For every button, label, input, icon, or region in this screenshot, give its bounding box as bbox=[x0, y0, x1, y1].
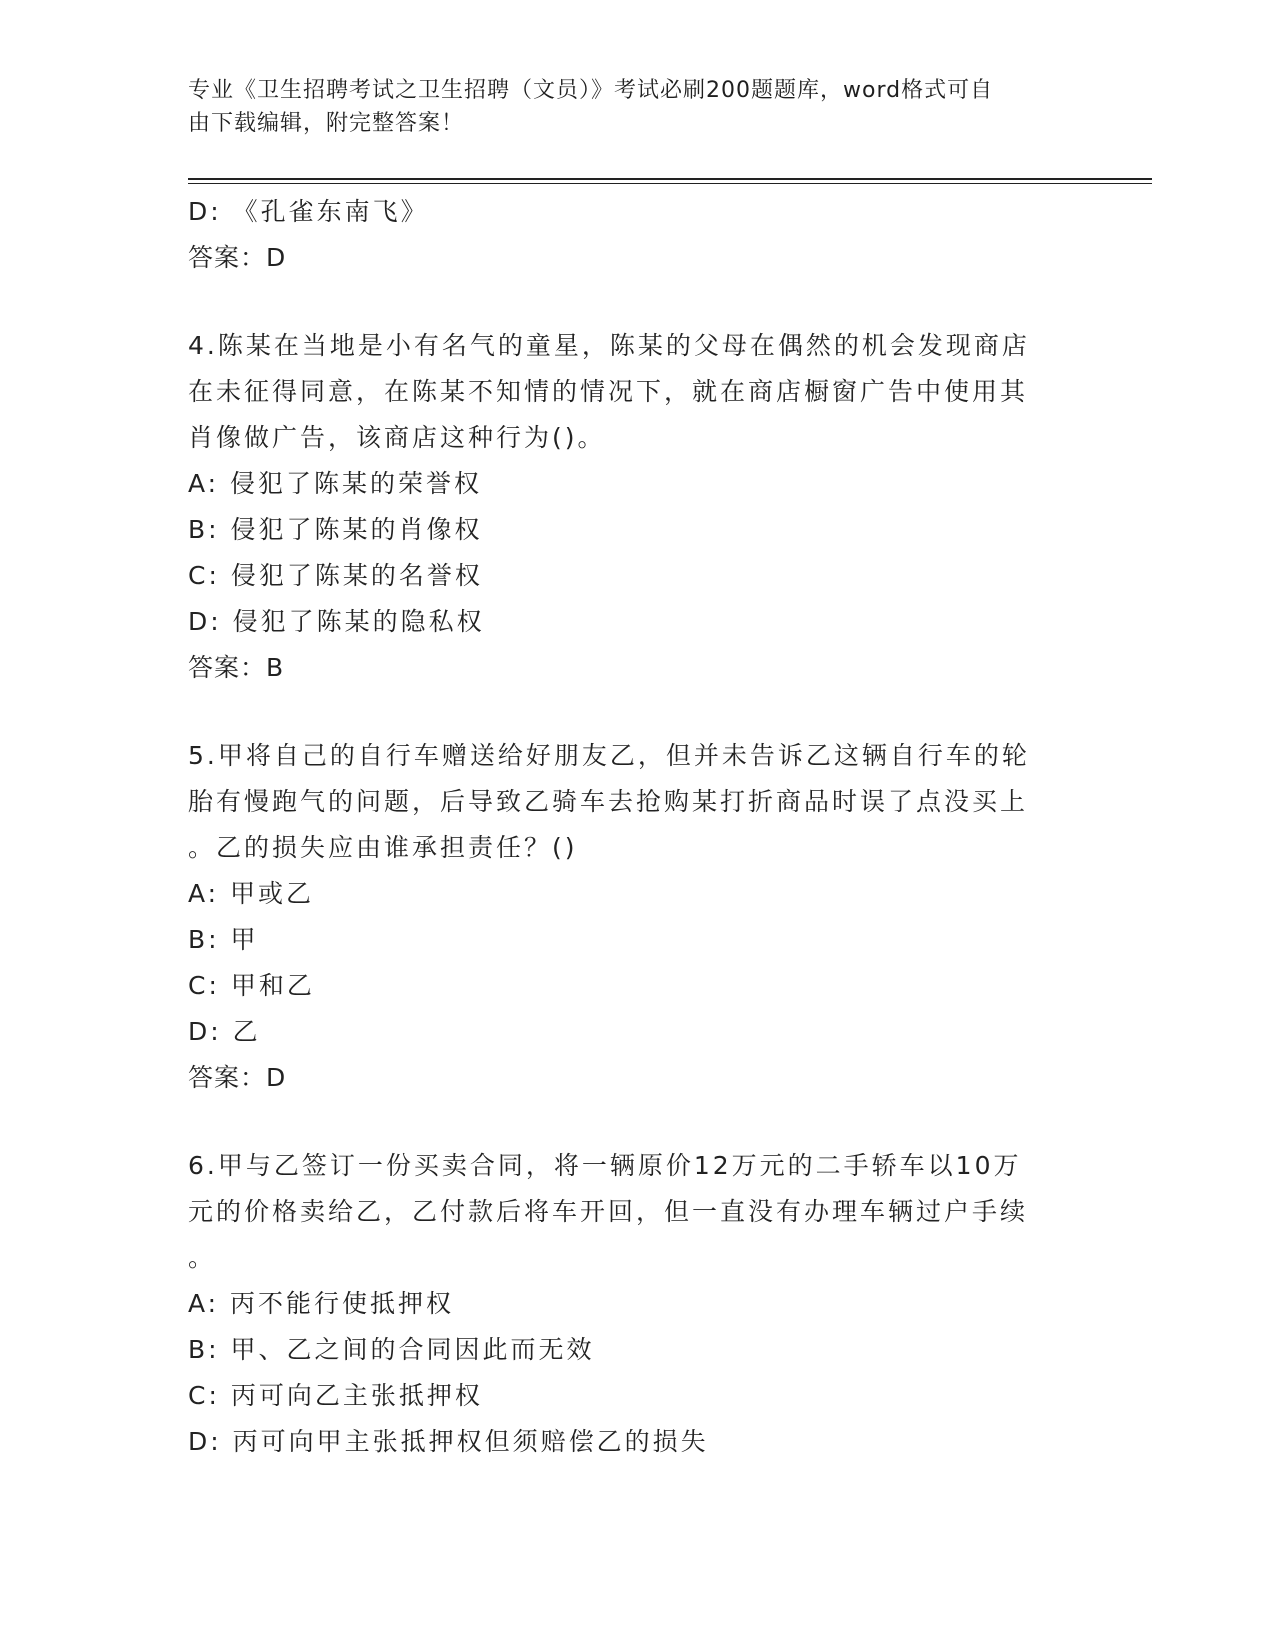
question-stem-line: 肖像做广告，该商店这种行为()。 bbox=[188, 423, 606, 452]
option-a: A: 侵犯了陈某的荣誉权 bbox=[188, 469, 483, 498]
question-stem-line: 6.甲与乙签订一份买卖合同，将一辆原价12万元的二手轿车以10万 bbox=[188, 1151, 1022, 1180]
answer-line: 答案：D bbox=[188, 243, 287, 272]
header-line-2: 由下载编辑，附完整答案！ bbox=[188, 111, 465, 136]
question-stem-line: 胎有慢跑气的问题，后导致乙骑车去抢购某打折商品时误了点没买上 bbox=[188, 787, 1029, 816]
option-d: D: 侵犯了陈某的隐私权 bbox=[188, 607, 485, 636]
option-a: A: 丙不能行使抵押权 bbox=[188, 1289, 455, 1318]
question-stem-line: 5.甲将自己的自行车赠送给好朋友乙，但并未告诉乙这辆自行车的轮 bbox=[188, 741, 1030, 770]
spacer bbox=[188, 1101, 1068, 1143]
option-b: B: 甲、乙之间的合同因此而无效 bbox=[188, 1335, 595, 1364]
option-c: C: 甲和乙 bbox=[188, 971, 315, 1000]
option-a: A: 甲或乙 bbox=[188, 879, 315, 908]
question-stem-line: 。乙的损失应由谁承担责任？() bbox=[188, 833, 578, 862]
question-stem-line: 元的价格卖给乙，乙付款后将车开回，但一直没有办理车辆过户手续 bbox=[188, 1197, 1029, 1226]
question-stem-line: 4.陈某在当地是小有名气的童星，陈某的父母在偶然的机会发现商店 bbox=[188, 331, 1030, 360]
page-header bbox=[188, 74, 1068, 140]
question-4 bbox=[188, 323, 1068, 691]
answer-line: 答案：B bbox=[188, 653, 285, 682]
header-rule-thick bbox=[188, 178, 1152, 180]
spacer bbox=[188, 281, 1068, 323]
option-c: C: 侵犯了陈某的名誉权 bbox=[188, 561, 483, 590]
question-5 bbox=[188, 733, 1068, 1101]
option-d: D: 乙 bbox=[188, 1017, 261, 1046]
question-stem-line: 在未征得同意，在陈某不知情的情况下，就在商店橱窗广告中使用其 bbox=[188, 377, 1029, 406]
question-content bbox=[188, 189, 1068, 1465]
question-6 bbox=[188, 1143, 1068, 1465]
spacer bbox=[188, 691, 1068, 733]
option-d: D: 丙可向甲主张抵押权但须赔偿乙的损失 bbox=[188, 1427, 709, 1456]
question-3-tail bbox=[188, 189, 1068, 281]
option-d: D: 《孔雀东南飞》 bbox=[188, 197, 429, 226]
option-c: C: 丙可向乙主张抵押权 bbox=[188, 1381, 483, 1410]
option-b: B: 甲 bbox=[188, 925, 259, 954]
answer-line: 答案：D bbox=[188, 1063, 287, 1092]
header-line-1: 专业《卫生招聘考试之卫生招聘（文员）》考试必刷200题题库，word格式可自 bbox=[188, 78, 994, 103]
question-stem-line: 。 bbox=[188, 1243, 217, 1272]
option-b: B: 侵犯了陈某的肖像权 bbox=[188, 515, 483, 544]
header-rule-thin bbox=[188, 183, 1152, 184]
